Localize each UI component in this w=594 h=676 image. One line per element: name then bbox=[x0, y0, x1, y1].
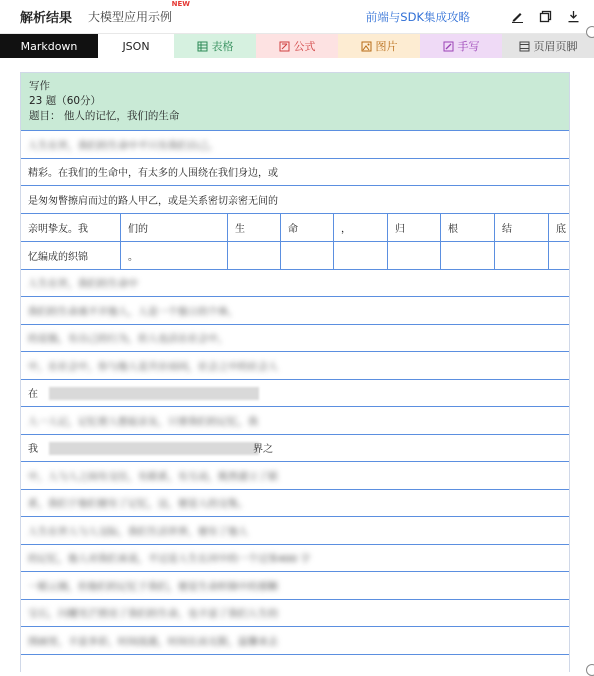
tab-image[interactable] bbox=[338, 34, 420, 58]
formula-icon bbox=[279, 41, 290, 52]
table-cell: 们的 bbox=[121, 214, 228, 242]
question-header bbox=[21, 73, 569, 131]
table-cell bbox=[334, 242, 388, 270]
new-badge: NEW bbox=[171, 0, 191, 8]
tab-handwriting[interactable] bbox=[420, 34, 502, 58]
text-row bbox=[21, 380, 569, 408]
table-cell: 亲明挚友。我 bbox=[21, 214, 121, 242]
table-icon bbox=[197, 41, 208, 52]
scroll-handle-bottom[interactable] bbox=[586, 664, 594, 676]
scroll-handle-top[interactable] bbox=[586, 26, 594, 38]
section-label: 写作 bbox=[29, 80, 50, 92]
row-text: 系，我们于他们便有了记忆，这，便是人的交集。 bbox=[28, 499, 248, 511]
text-row bbox=[21, 490, 569, 518]
row-text: 精彩。在我们的生命中，有太多的人围绕在我们身边，或 bbox=[28, 168, 278, 180]
result-tabs bbox=[0, 34, 594, 58]
table-cell bbox=[228, 242, 281, 270]
example-link[interactable] bbox=[88, 0, 191, 25]
edit-icon[interactable] bbox=[510, 10, 524, 24]
download-icon[interactable] bbox=[566, 10, 580, 24]
table-cell: 忆编成的织锦 bbox=[21, 242, 121, 270]
example-link-label: 大模型应用示例 bbox=[88, 10, 173, 24]
row-text: 人生在世人与人交际，我们生活世界，便有了他人 bbox=[28, 526, 248, 538]
tab-markdown[interactable] bbox=[0, 34, 98, 58]
row-text: 人一人记，记忆使人想起亲友，只要我们的记忆，我 bbox=[28, 416, 258, 428]
row-text: 中，人与人之间有交往，有联系，有互动，既然建立了联 bbox=[28, 471, 278, 483]
row-text: 的是独，有自己的行为，但人也活在社会中， bbox=[28, 334, 228, 346]
tab-label: Markdown bbox=[20, 39, 78, 53]
document-preview bbox=[20, 72, 570, 672]
table-cell: 归 bbox=[388, 214, 441, 242]
text-rows-before bbox=[21, 131, 569, 214]
sdk-guide-link[interactable]: 前端与SDK集成攻略 bbox=[365, 9, 470, 24]
table-cell bbox=[549, 242, 570, 270]
image-icon bbox=[361, 41, 372, 52]
question-number: 23 题（60分） bbox=[29, 95, 102, 107]
row-text: 图画里，丰富多彩，时间流逝，时间长而无限，温馨来去 bbox=[28, 636, 278, 648]
tab-header-footer[interactable] bbox=[502, 34, 594, 58]
tab-label: 图片 bbox=[375, 40, 398, 53]
table-cell: 生 bbox=[228, 214, 281, 242]
text-row bbox=[21, 186, 569, 214]
row-text: 我们的生命离不开他人，人是一个独立的个体， bbox=[28, 306, 238, 318]
row-text: 宝石，闪耀光芒照亮了我们的生命，也丰富了我们人生的 bbox=[28, 609, 278, 621]
copy-icon[interactable] bbox=[538, 10, 552, 24]
text-row bbox=[21, 435, 569, 463]
essay-table bbox=[21, 214, 569, 270]
text-row bbox=[21, 270, 569, 298]
row-text: 人生在世，我们的生命中 bbox=[28, 279, 138, 291]
row-text: 人生在世，我们的生命中不只有我们自己。 bbox=[28, 140, 218, 152]
table-cell: ， bbox=[334, 214, 388, 242]
text-row bbox=[21, 407, 569, 435]
handwriting-icon bbox=[443, 41, 454, 52]
text-row bbox=[21, 325, 569, 353]
text-row bbox=[21, 517, 569, 545]
tab-label: 公式 bbox=[293, 40, 316, 53]
text-row bbox=[21, 462, 569, 490]
text-row bbox=[21, 352, 569, 380]
redaction-mask bbox=[49, 387, 259, 400]
table-cell bbox=[388, 242, 441, 270]
page-title: 解析结果 bbox=[20, 11, 73, 26]
text-rows-after bbox=[21, 270, 569, 655]
text-row bbox=[21, 627, 569, 655]
text-row bbox=[21, 545, 569, 573]
text-row bbox=[21, 159, 569, 187]
row-text: 的记忆，他人对我们来说，不过是人生长河中的一个过客400 字 bbox=[28, 554, 311, 566]
tab-json[interactable] bbox=[98, 34, 174, 58]
row-text: 一眼云烟，但他们的记忆于我们，便是生命织锦中的那颗 bbox=[28, 581, 278, 593]
tab-label: 表格 bbox=[211, 40, 234, 53]
tab-formula[interactable] bbox=[256, 34, 338, 58]
tab-label: 页眉页脚 bbox=[533, 40, 578, 53]
redaction-mask bbox=[49, 442, 259, 455]
text-row bbox=[21, 572, 569, 600]
tab-label: JSON bbox=[122, 39, 150, 53]
row-text: 在 bbox=[28, 389, 38, 401]
question-topic: 题目： 他人的记忆，我们的生命 bbox=[29, 110, 180, 122]
table-cell bbox=[281, 242, 334, 270]
row-text: 我 bbox=[28, 444, 38, 456]
row-text: 是匆匆瞥擦肩而过的路人甲乙，或是关系密切亲密无间的 bbox=[28, 195, 278, 207]
text-row bbox=[21, 600, 569, 628]
text-row bbox=[21, 131, 569, 159]
table-cell bbox=[441, 242, 495, 270]
text-row bbox=[21, 297, 569, 325]
tab-label: 手写 bbox=[457, 40, 480, 53]
table-cell: 。 bbox=[121, 242, 228, 270]
table-cell: 命 bbox=[281, 214, 334, 242]
table-cell: 结 bbox=[495, 214, 549, 242]
table-cell: 底 bbox=[549, 214, 570, 242]
top-bar bbox=[0, 0, 594, 34]
table-cell bbox=[495, 242, 549, 270]
table-cell: 根 bbox=[441, 214, 495, 242]
header-footer-icon bbox=[519, 41, 530, 52]
row-text: 中，在社会中，你与他人是共存而同，社会之中的社会人 bbox=[28, 361, 278, 373]
tab-table[interactable] bbox=[174, 34, 256, 58]
row-tail-text: 界之 bbox=[253, 444, 273, 456]
